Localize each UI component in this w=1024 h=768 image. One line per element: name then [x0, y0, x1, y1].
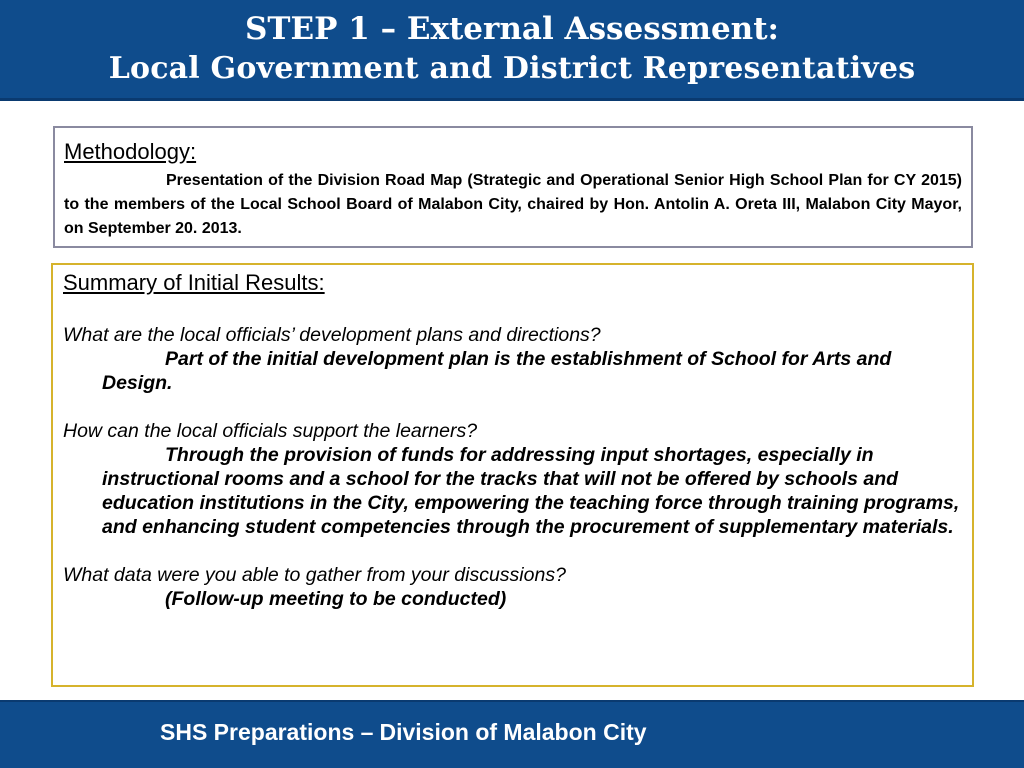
- footer-text: [160, 719, 647, 746]
- summary-heading: Summary of Initial Results:: [63, 270, 325, 295]
- footer-left: SHS Preparations –: [160, 719, 374, 745]
- question-3: What data were you able to gather from your discussions?: [63, 564, 566, 586]
- slide-title-line-2: Local Government and District Representatives: [108, 51, 916, 86]
- question-2: How can the local officials support the learners?: [63, 420, 478, 442]
- slide-title-line-1: STEP 1 – External Assessment:: [245, 11, 779, 47]
- answer-1: Part of the initial development plan is the establishment of School for Arts and Design.: [102, 348, 892, 394]
- footer-banner: [0, 700, 1024, 768]
- footer-right: Division of Malabon City: [379, 719, 647, 745]
- methodology-body: Presentation of the Division Road Map (Strategic and Operational Senior High School Plan for CY 2015) to the members of the Local School Board of Malabon City, chaired by Hon. Antolin A. Oreta III, Malabon City Mayor, on September 20. 2013.: [64, 172, 962, 237]
- title-banner: [0, 0, 1024, 101]
- question-1: What are the local officials’ development plans and directions?: [63, 324, 601, 346]
- summary-box: [51, 263, 974, 687]
- answer-2: Through the provision of funds for addressing input shortages, especially in instructional rooms and a school for the tracks that will not be offered by schools and education institutions in the City, empowering the teaching force through training programs, and enhancing student competencies through the procurement of supplementary materials.: [102, 444, 960, 538]
- methodology-heading: Methodology:: [64, 139, 197, 164]
- methodology-box: [53, 126, 973, 248]
- answer-3: (Follow-up meeting to be conducted): [165, 588, 507, 610]
